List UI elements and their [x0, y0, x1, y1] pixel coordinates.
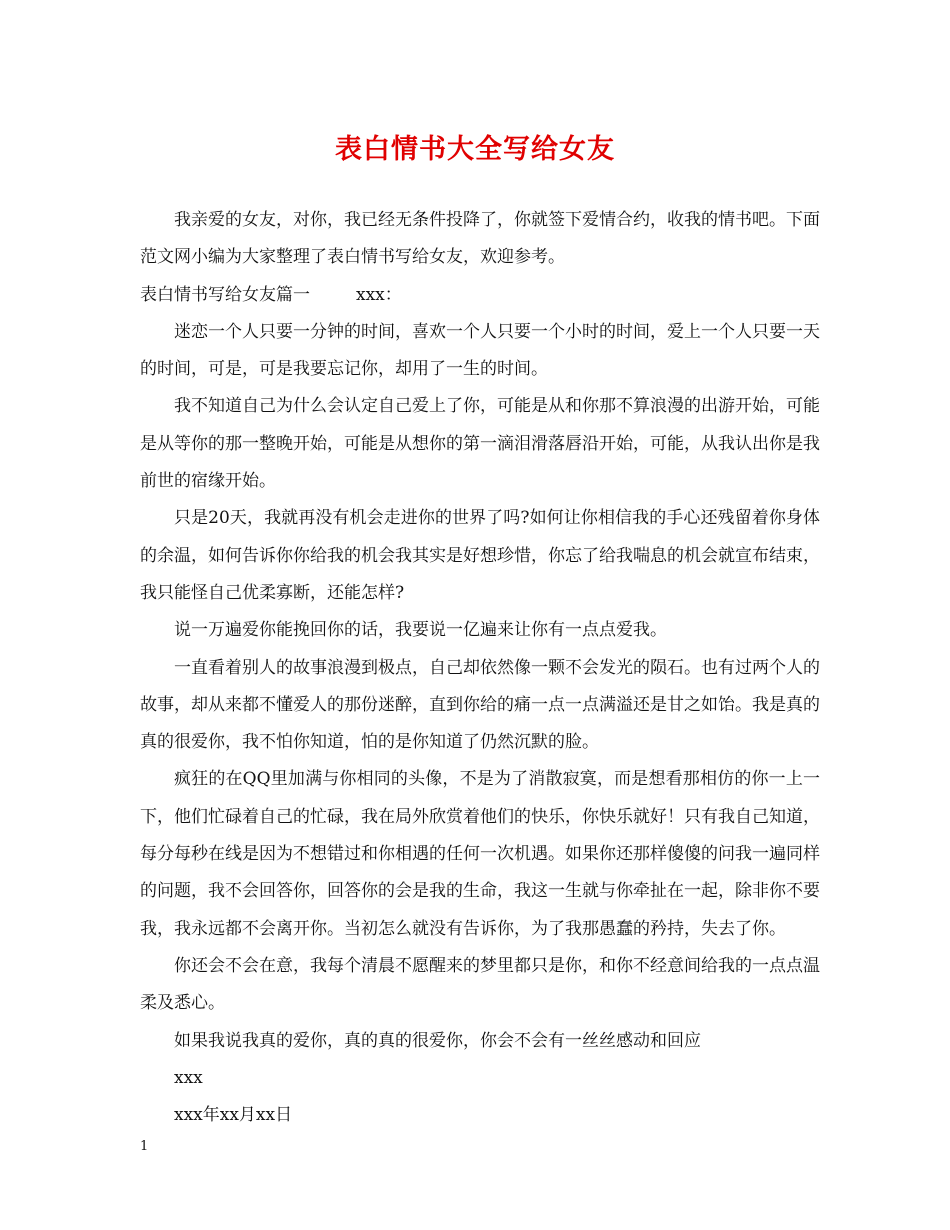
- body-paragraph: 我不知道自己为什么会认定自己爱上了你，可能是从和你那不算浪漫的出游开始，可能是从等你的那一整晚开始，可能是从想你的第一滴泪滑落唇沿开始，可能，从我认出你是我前世的宿缘开始。: [140, 396, 820, 492]
- salutation: xxx：: [356, 284, 402, 305]
- body-paragraph: 说一万遍爱你能挽回你的话，我要说一亿遍来让你有一点点爱我。: [174, 620, 667, 641]
- intro-paragraph: 我亲爱的女友，对你，我已经无条件投降了，你就签下爱情合约，收我的情书吧。下面范文网小编为大家整理了表白情书写给女友，欢迎参考。: [140, 210, 820, 268]
- body-paragraph: 疯狂的在QQ里加满与你相同的头像，不是为了消散寂寞，而是想看那相仿的你一上一下，他们忙碌着自己的忙碌，我在局外欣赏着他们的快乐，你快乐就好！只有我自己知道，每分每秒在线是因为不想错过和你相遇的任何一次机遇。如果你还那样傻傻的问我一遍同样的问题，我不会回答你，回答你的会是我的生命，我这一生就与你牵扯在一起，除非你不要我，我永远都不会离开你。当初怎么就没有告诉你，为了我那愚蠢的矜持，失去了你。: [140, 769, 820, 939]
- page-number: 1: [140, 1139, 149, 1154]
- section-heading: [140, 277, 820, 314]
- body-paragraph: 你还会不会在意，我每个清晨不愿醒来的梦里都只是你，和你不经意间给我的一点点温柔及悉心。: [140, 955, 820, 1014]
- letter-date: xxx年xx月xx日: [174, 1105, 293, 1126]
- signature: xxx: [174, 1067, 203, 1088]
- section-title: 表白情书写给女友篇一: [140, 284, 310, 305]
- document-body: [140, 202, 820, 1134]
- body-paragraph: 只是20天，我就再没有机会走进你的世界了吗?如何让你相信我的手心还残留着你身体的余温，如何告诉你你给我的机会我其实是好想珍惜，你忘了给我喘息的机会就宣布结束，我只能怪自己优柔寡断，还能怎样?: [140, 508, 820, 603]
- body-paragraph: 如果我说我真的爱你，真的真的很爱你，你会不会有一丝丝感动和回应: [174, 1030, 701, 1051]
- body-paragraph: 迷恋一个人只要一分钟的时间，喜欢一个人只要一个小时的时间，爱上一个人只要一天的时间，可是，可是我要忘记你，却用了一生的时间。: [140, 321, 820, 380]
- body-paragraph: 一直看着别人的故事浪漫到极点，自己却依然像一颗不会发光的陨石。也有过两个人的故事，却从来都不懂爱人的那份迷醉，直到你给的痛一点一点满溢还是甘之如饴。我是真的真的很爱你，我不怕你知道，怕的是你知道了仍然沉默的脸。: [140, 657, 820, 753]
- document-title: 表白情书大全写给女友: [335, 134, 615, 165]
